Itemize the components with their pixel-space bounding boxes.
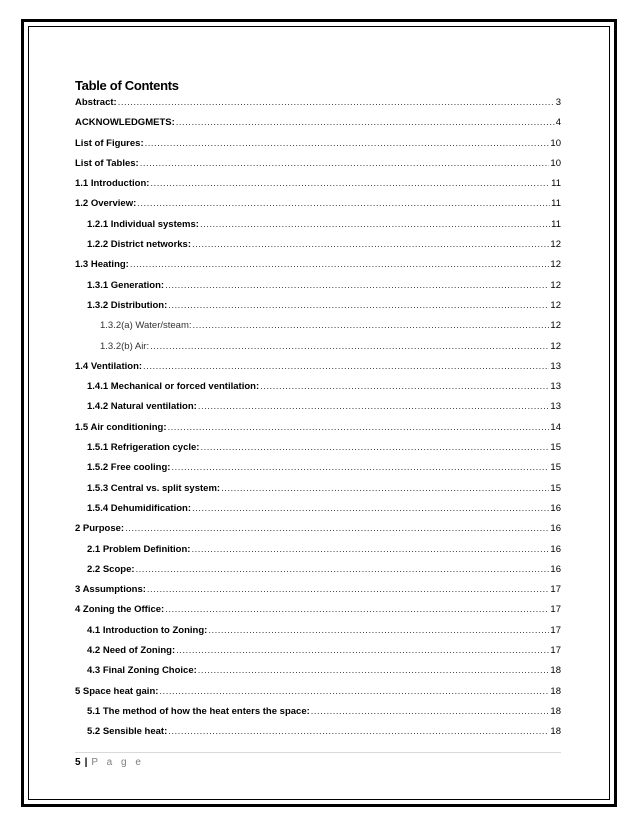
toc-entry[interactable] <box>75 580 561 600</box>
toc-entry-page: 15 <box>550 462 561 474</box>
toc-leader-dots <box>159 682 549 702</box>
toc-entry[interactable] <box>75 458 561 478</box>
toc-entry-page: 17 <box>550 645 561 657</box>
toc-entry[interactable] <box>75 519 561 539</box>
footer-page-number: 5 <box>75 757 81 768</box>
toc-entry-label: 1.5 Air conditioning: <box>75 421 167 433</box>
toc-entry-label: 1.4 Ventilation: <box>75 360 143 372</box>
toc-entry[interactable] <box>75 357 561 377</box>
toc-entry-label: 1.5.4 Dehumidification: <box>87 502 191 514</box>
toc-leader-dots <box>137 194 550 214</box>
toc-entry-label: 2.1 Problem Definition: <box>87 543 191 555</box>
toc-entry-label: 4.2 Need of Zoning: <box>87 645 176 657</box>
toc-entry[interactable] <box>75 621 561 641</box>
toc-entry-label: 1.2 Overview: <box>75 198 137 210</box>
toc-entry[interactable] <box>75 600 561 620</box>
toc-leader-dots <box>193 316 550 336</box>
toc-leader-dots <box>176 113 555 133</box>
toc-leader-dots <box>192 499 549 519</box>
toc-entry-label: 1.4.2 Natural ventilation: <box>87 401 197 413</box>
toc-entry[interactable] <box>75 540 561 560</box>
toc-leader-dots <box>165 600 549 620</box>
toc-entry-page: 14 <box>550 421 561 433</box>
toc-entry-label: 1.3.2 Distribution: <box>87 299 168 311</box>
toc-entry-label: 1.1 Introduction: <box>75 178 150 190</box>
toc-entry-page: 12 <box>550 320 561 332</box>
toc-entry[interactable] <box>75 194 561 214</box>
toc-entry-label: List of Tables: <box>75 157 139 169</box>
toc-leader-dots <box>208 621 549 641</box>
toc-entry-label: 1.5.1 Refrigeration cycle: <box>87 442 200 454</box>
toc-entry-page: 17 <box>550 604 561 616</box>
toc-entry-page: 13 <box>550 401 561 413</box>
toc-leader-dots <box>198 661 550 681</box>
toc-entry[interactable] <box>75 377 561 397</box>
toc-entry-page: 18 <box>550 726 561 738</box>
toc-entry-label: 4 Zoning the Office: <box>75 604 165 616</box>
toc-leader-dots <box>147 580 550 600</box>
toc-entry-label: 5.2 Sensible heat: <box>87 726 168 738</box>
toc-entry-page: 17 <box>550 584 561 596</box>
toc-entry[interactable] <box>75 154 561 174</box>
toc-entry-label: 1.4.1 Mechanical or forced ventilation: <box>87 381 260 393</box>
toc-entry[interactable] <box>75 560 561 580</box>
toc-entry[interactable] <box>75 255 561 275</box>
toc-entry-page: 12 <box>550 259 561 271</box>
toc-leader-dots <box>140 154 550 174</box>
toc-entry-page: 15 <box>550 442 561 454</box>
toc-entry-label: 4.3 Final Zoning Choice: <box>87 665 197 677</box>
toc-entry-page: 16 <box>550 563 561 575</box>
toc-entry-page: 4 <box>555 117 561 129</box>
toc-entry-page: 16 <box>550 543 561 555</box>
toc-entry[interactable] <box>75 235 561 255</box>
toc-entry[interactable] <box>75 722 561 742</box>
toc-entry-label: 1.3.2(b) Air: <box>100 340 150 352</box>
toc-leader-dots <box>118 93 555 113</box>
toc-entry-label: 1.3.1 Generation: <box>87 279 165 291</box>
toc-leader-dots <box>221 479 549 499</box>
toc-entry[interactable] <box>75 174 561 194</box>
toc-entry-label: 4.1 Introduction to Zoning: <box>87 624 208 636</box>
toc-entry-page: 15 <box>550 482 561 494</box>
toc-entry-label: 1.5.2 Free cooling: <box>87 462 171 474</box>
toc-entry-page: 3 <box>555 97 561 108</box>
toc-entry-label: 2 Purpose: <box>75 523 125 535</box>
toc-entry-label: 1.3.2(a) Water/steam: <box>100 320 192 332</box>
toc-entry[interactable] <box>75 93 561 113</box>
toc-leader-dots <box>150 337 549 357</box>
toc-leader-dots <box>200 215 550 235</box>
footer-separator: | <box>84 757 88 768</box>
page-footer <box>75 757 144 768</box>
toc-leader-dots <box>191 540 549 560</box>
toc-entry-label: 3 Assumptions: <box>75 584 146 596</box>
toc-entry[interactable] <box>75 397 561 417</box>
toc-leader-dots <box>176 641 549 661</box>
toc-entry-label: 1.2.2 District networks: <box>87 239 192 251</box>
footer-divider <box>75 752 561 753</box>
toc-entry-page: 11 <box>551 198 561 210</box>
toc-entry[interactable] <box>75 499 561 519</box>
toc-entry-page: 18 <box>550 705 561 717</box>
toc-entry-page: 12 <box>550 340 561 352</box>
toc-entry[interactable] <box>75 296 561 316</box>
toc-entry-page: 18 <box>550 665 561 677</box>
toc-entry-page: 16 <box>550 502 561 514</box>
toc-list <box>75 93 561 743</box>
toc-leader-dots <box>198 397 550 417</box>
toc-entry[interactable] <box>75 418 561 438</box>
toc-entry[interactable] <box>75 682 561 702</box>
toc-entry-page: 12 <box>550 279 561 291</box>
toc-entry-page: 11 <box>551 178 561 190</box>
toc-leader-dots <box>125 519 549 539</box>
toc-entry-label: Abstract: <box>75 97 117 108</box>
toc-leader-dots <box>167 418 549 438</box>
toc-entry-page: 10 <box>550 137 561 149</box>
toc-entry-page: 16 <box>550 523 561 535</box>
toc-entry-label: List of Figures: <box>75 137 144 149</box>
toc-entry-page: 12 <box>550 239 561 251</box>
toc-leader-dots <box>130 255 550 275</box>
toc-entry-page: 13 <box>550 360 561 372</box>
toc-entry-page: 12 <box>550 299 561 311</box>
toc-leader-dots <box>136 560 550 580</box>
toc-entry-label: 1.3 Heating: <box>75 259 129 271</box>
toc-entry[interactable] <box>75 134 561 154</box>
toc-entry[interactable] <box>75 661 561 681</box>
toc-entry[interactable] <box>75 438 561 458</box>
toc-entry-page: 17 <box>550 624 561 636</box>
toc-entry[interactable] <box>75 113 561 133</box>
toc-entry-label: 1.2.1 Individual systems: <box>87 218 199 230</box>
toc-entry-label: 1.5.3 Central vs. split system: <box>87 482 221 494</box>
toc-entry[interactable] <box>75 641 561 661</box>
toc-leader-dots <box>168 296 549 316</box>
toc-entry-page: 18 <box>550 685 561 697</box>
toc-leader-dots <box>165 276 549 296</box>
toc-leader-dots <box>168 722 549 742</box>
toc-leader-dots <box>171 458 549 478</box>
toc-entry-label: 2.2 Scope: <box>87 563 135 575</box>
toc-entry-page: 11 <box>551 218 561 230</box>
toc-entry-label: 5.1 The method of how the heat enters the space: <box>87 705 310 717</box>
footer-page-word: P a g e <box>91 757 144 768</box>
toc-leader-dots <box>311 702 550 722</box>
toc-leader-dots <box>200 438 549 458</box>
toc-title: Table of Contents <box>75 78 179 93</box>
toc-entry[interactable] <box>75 215 561 235</box>
toc-leader-dots <box>143 357 549 377</box>
toc-leader-dots <box>260 377 549 397</box>
toc-leader-dots <box>145 134 550 154</box>
toc-leader-dots <box>192 235 549 255</box>
toc-entry-label: 5 Space heat gain: <box>75 685 159 697</box>
toc-entry[interactable] <box>75 337 561 357</box>
toc-entry[interactable] <box>75 316 561 336</box>
toc-entry[interactable] <box>75 702 561 722</box>
toc-leader-dots <box>150 174 550 194</box>
toc-entry[interactable] <box>75 479 561 499</box>
toc-entry-label: ACKNOWLEDGMETS: <box>75 117 175 129</box>
toc-entry-page: 10 <box>550 157 561 169</box>
toc-entry[interactable] <box>75 276 561 296</box>
toc-entry-page: 13 <box>550 381 561 393</box>
